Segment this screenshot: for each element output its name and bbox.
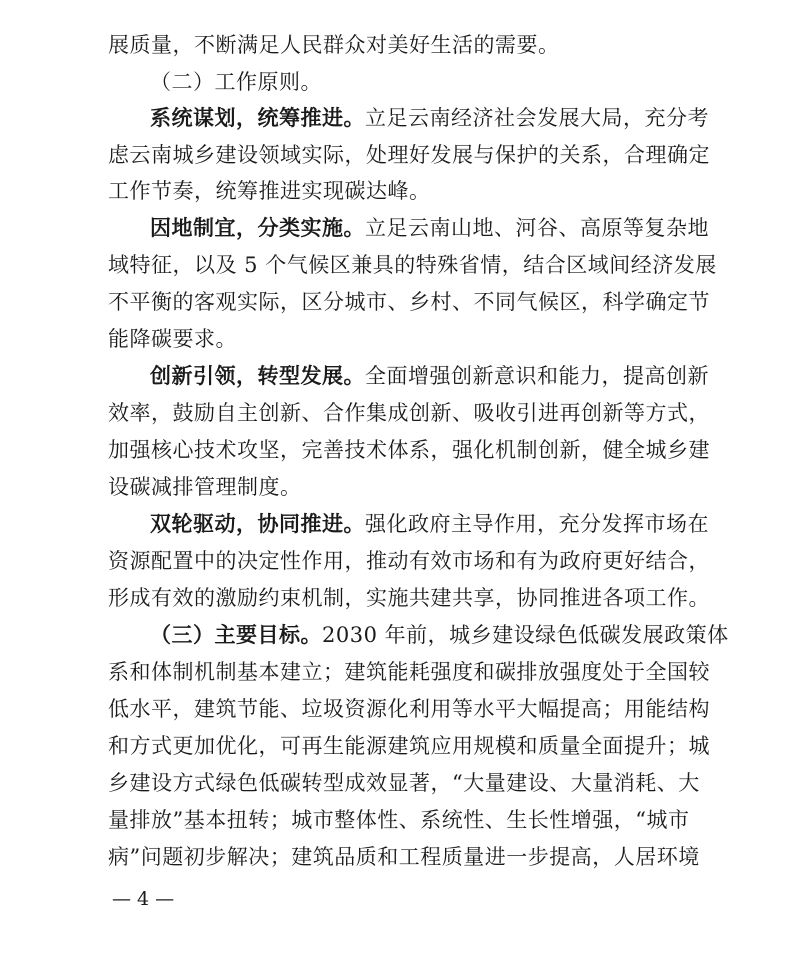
section-3-line-3: 低水平，建筑节能、垃圾资源化利用等水平大幅提高；用能结构	[108, 697, 710, 721]
principle-4-line-1	[150, 511, 709, 536]
principle-1-line-3: 工作节奏，统筹推进实现碳达峰。	[108, 179, 431, 203]
section-3-heading: （三）主要目标。	[150, 622, 322, 647]
principle-2-title: 因地制宜，分类实施。	[150, 215, 365, 240]
principle-1-line-1	[150, 105, 709, 130]
section-3-text-1: 2030 年前，城乡建设绿色低碳发展政策体	[322, 623, 729, 647]
section-3-line-2: 系和体制机制基本建立；建筑能耗强度和碳排放强度处于全国较	[108, 660, 710, 684]
principle-3-line-3: 加强核心技术攻坚，完善技术体系，强化机制创新，健全城乡建	[108, 438, 710, 462]
section-3-line-7: 病”问题初步解决；建筑品质和工程质量进一步提高，人居环境	[108, 845, 700, 869]
page-number: — 4 —	[112, 888, 175, 910]
principle-1-text-1: 立足云南经济社会发展大局，充分考	[365, 106, 709, 130]
section-3-line-5: 乡建设方式绿色低碳转型成效显著，“大量建设、大量消耗、大	[108, 771, 700, 795]
principle-4-title: 双轮驱动，协同推进。	[150, 511, 365, 536]
principle-2-line-4: 能降碳要求。	[108, 327, 237, 351]
principle-4-line-3: 形成有效的激励约束机制，实施共建共享，协同推进各项工作。	[108, 586, 710, 610]
principle-1-title: 系统谋划，统筹推进。	[150, 105, 365, 130]
section-3-line-6: 量排放”基本扭转；城市整体性、系统性、生长性增强，“城市	[108, 808, 690, 832]
principle-2-line-2: 域特征，以及 5 个气候区兼具的特殊省情，结合区域间经济发展	[108, 253, 717, 277]
principle-3-line-2: 效率，鼓励自主创新、合作集成创新、吸收引进再创新等方式，	[108, 401, 710, 425]
principle-3-line-4: 设碳减排管理制度。	[108, 475, 302, 499]
principle-2-line-3: 不平衡的客观实际，区分城市、乡村、不同气候区，科学确定节	[108, 290, 710, 314]
principle-2-text-1: 立足云南山地、河谷、高原等复杂地	[365, 216, 709, 240]
principle-3-text-1: 全面增强创新意识和能力，提高创新	[365, 364, 709, 388]
section-2-heading: （二）工作原则。	[150, 70, 322, 94]
section-3-line-1	[150, 622, 729, 647]
principle-2-line-1	[150, 215, 709, 240]
intro-tail-line: 展质量，不断满足人民群众对美好生活的需要。	[108, 33, 560, 57]
principle-3-title: 创新引领，转型发展。	[150, 363, 365, 388]
principle-4-line-2: 资源配置中的决定性作用，推动有效市场和有为政府更好结合，	[108, 549, 710, 573]
principle-3-line-1	[150, 363, 709, 388]
principle-4-text-1: 强化政府主导作用，充分发挥市场在	[365, 512, 709, 536]
principle-1-line-2: 虑云南城乡建设领域实际，处理好发展与保护的关系，合理确定	[108, 143, 710, 167]
section-3-line-4: 和方式更加优化，可再生能源建筑应用规模和质量全面提升；城	[108, 734, 710, 758]
